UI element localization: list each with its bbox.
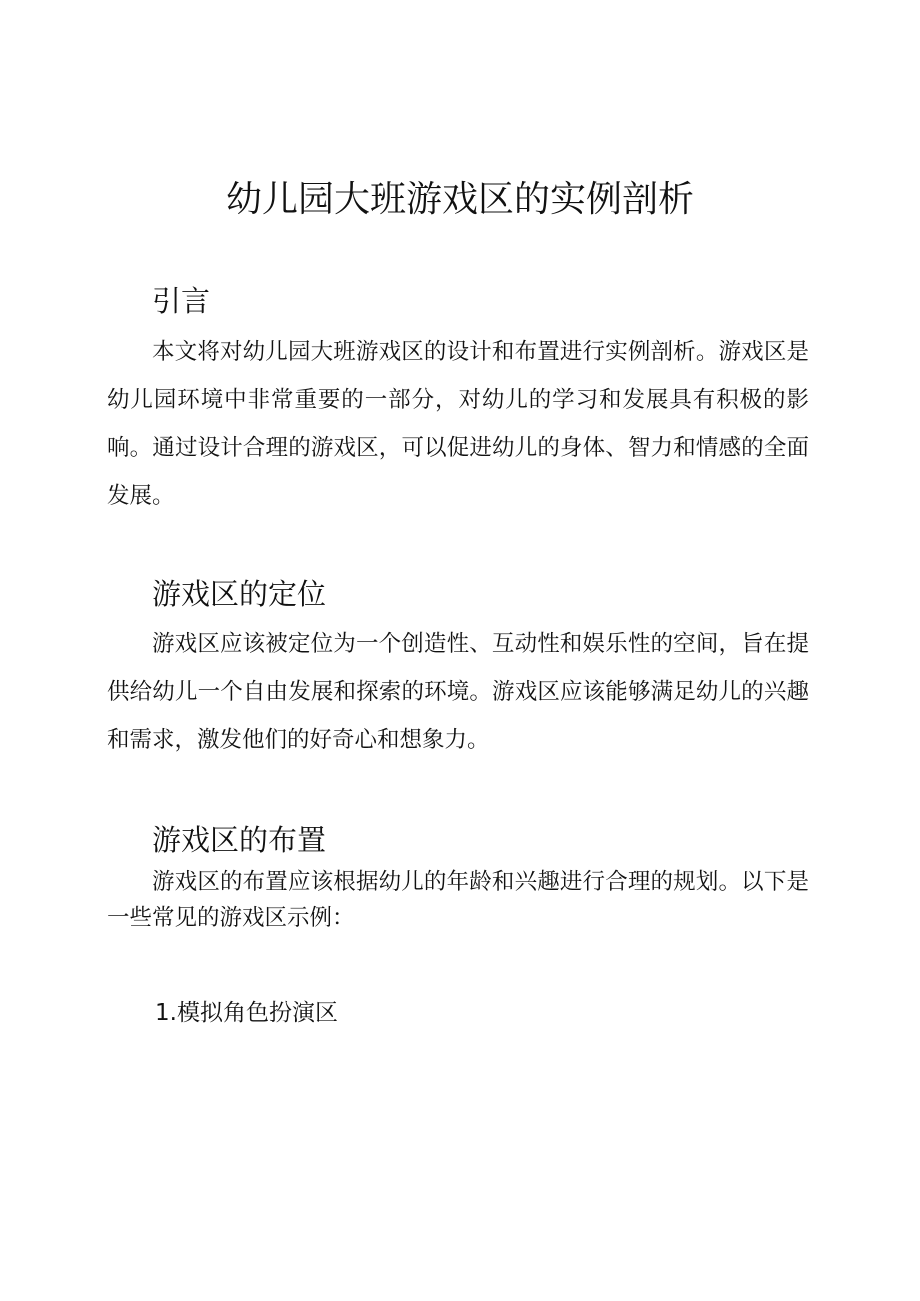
section-heading-positioning: 游戏区的定位 — [152, 577, 327, 611]
list-item: 1.模拟角色扮演区 — [155, 1000, 338, 1026]
section-heading-introduction: 引言 — [152, 284, 211, 318]
section-body-introduction: 本文将对幼儿园大班游戏区的设计和布置进行实例剖析。游戏区是幼儿园环境中非常重要的一部分，对幼儿的学习和发展具有积极的影响。通过设计合理的游戏区，可以促进幼儿的身体、智力和情感的全面发展。 — [107, 339, 809, 509]
section-heading-layout: 游戏区的布置 — [152, 823, 327, 857]
document-title: 幼儿园大班游戏区的实例剖析 — [225, 179, 694, 220]
section-body-positioning: 游戏区应该被定位为一个创造性、互动性和娱乐性的空间，旨在提供给幼儿一个自由发展和探索的环境。游戏区应该能够满足幼儿的兴趣和需求，激发他们的好奇心和想象力。 — [107, 631, 809, 753]
section-body-layout: 游戏区的布置应该根据幼儿的年龄和兴趣进行合理的规划。以下是一些常见的游戏区示例： — [107, 869, 809, 931]
